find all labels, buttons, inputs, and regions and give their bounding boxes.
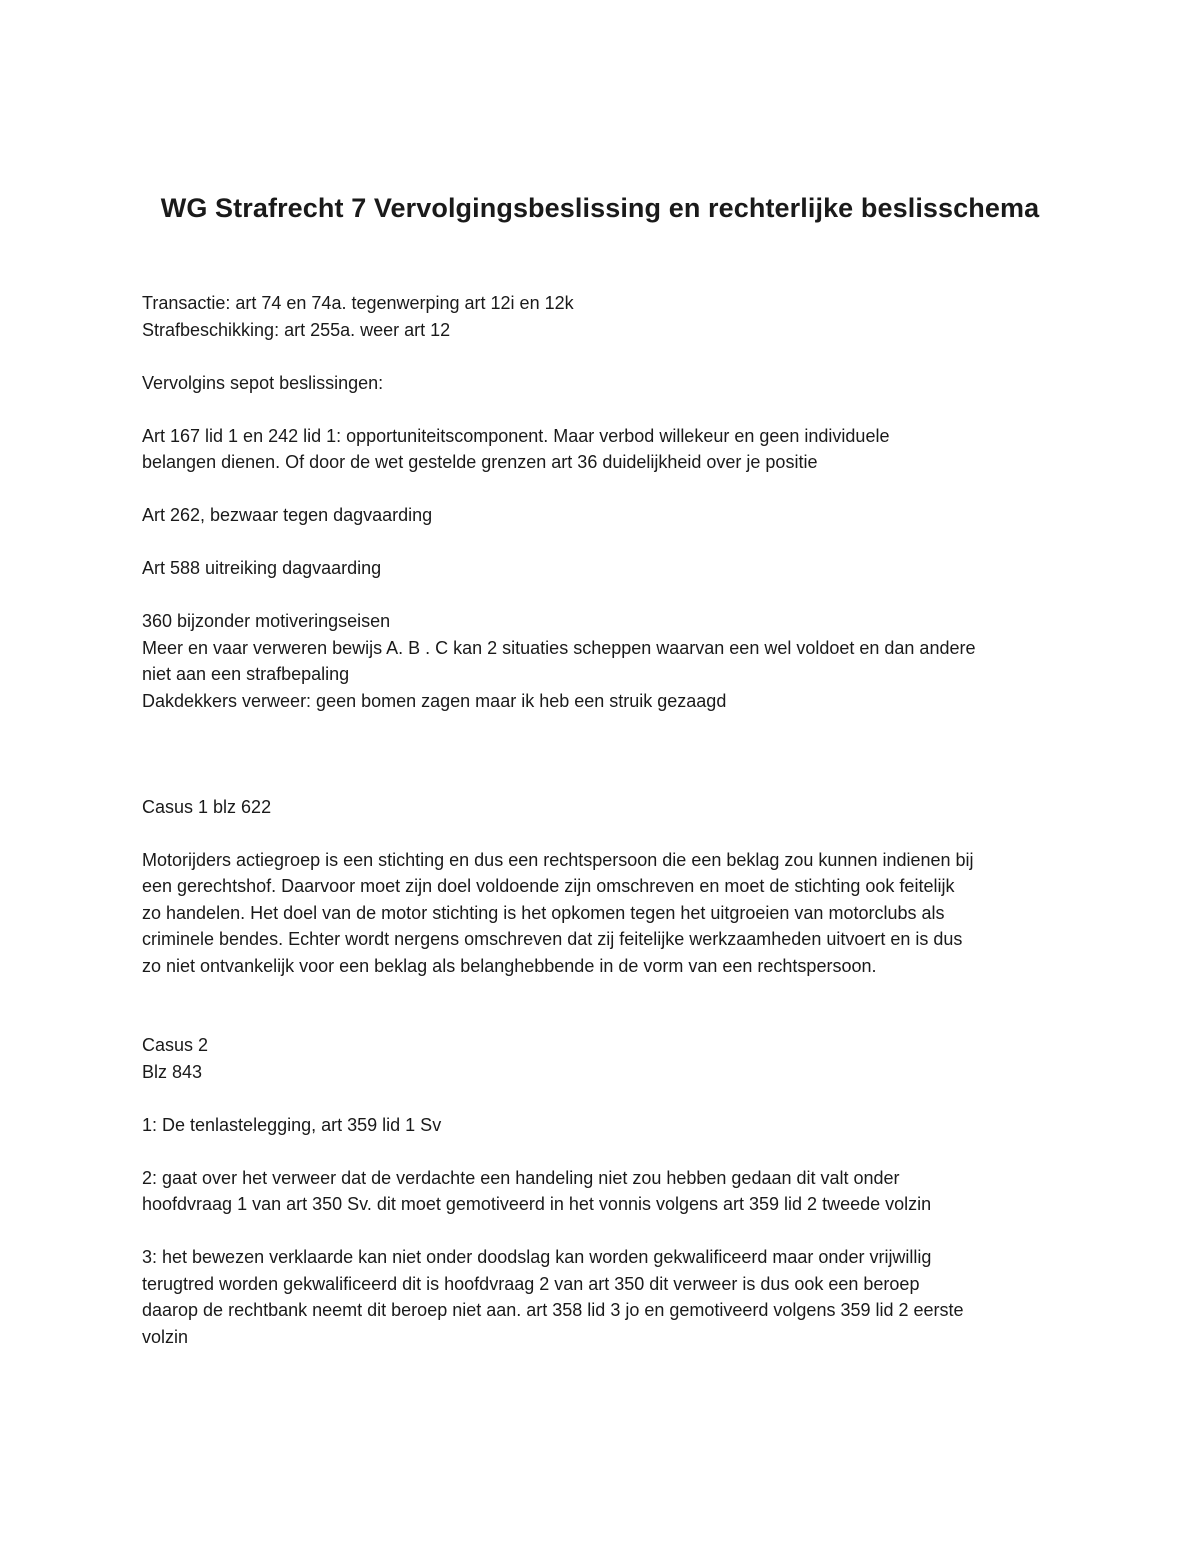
art167-line: belangen dienen. Of door de wet gestelde grenzen art 36 duidelijkheid over je positie: [142, 452, 818, 472]
art262-line: Art 262, bezwaar tegen dagvaarding: [142, 505, 433, 525]
casus2-question-3: 3: het bewezen verklaarde kan niet onder doodslag kan worden gekwalificeerd maar onder vrijwillig: [142, 1247, 932, 1267]
document-body: [142, 290, 1062, 1350]
casus2-page: Blz 843: [142, 1061, 203, 1082]
casus1-line: Motorijders actiegroep is een stichting en dus een rechtspersoon die een beklag zou kunnen indienen bij: [142, 849, 974, 870]
art588-line: Art 588 uitreiking dagvaarding: [142, 558, 382, 578]
casus2-question-3: terugtred worden gekwalificeerd dit is hoofdvraag 2 van art 350 dit verweer is dus ook een beroep: [142, 1273, 920, 1294]
art360-line: Dakdekkers verweer: geen bomen zagen maar ik heb een struik gezaagd: [142, 690, 727, 711]
casus2-question-2: 2: gaat over het verweer dat de verdachte een handeling niet zou hebben gedaan dit valt onder: [142, 1167, 900, 1188]
document-title: WG Strafrecht 7 Vervolgingsbeslissing en rechterlijke beslisschema: [160, 193, 1040, 223]
casus2-question-3: daarop de rechtbank neemt dit beroep niet aan. art 358 lid 3 jo en gemotiveerd volgens 359 lid 2 eerste: [142, 1300, 964, 1320]
art360-line: niet aan een strafbepaling: [142, 664, 350, 684]
transactie-line: Transactie: art 74 en 74a. tegenwerping art 12i en 12k: [142, 293, 574, 313]
art167-line: Art 167 lid 1 en 242 lid 1: opportuniteitscomponent. Maar verbod willekeur en geen individuele: [142, 425, 890, 446]
casus1-line: een gerechtshof. Daarvoor moet zijn doel voldoende zijn omschreven en moet de stichting ook feitelijk: [142, 876, 955, 896]
art360-heading: 360 bijzonder motiveringseisen: [142, 611, 391, 631]
casus2-heading: Casus 2: [142, 1035, 209, 1055]
casus2-question-1: 1: De tenlastelegging, art 359 lid 1 Sv: [142, 1114, 442, 1135]
casus1-line: zo handelen. Het doel van de motor stichting is het opkomen tegen het uitgroeien van motorclubs als: [142, 902, 945, 923]
casus2-question-3: volzin: [142, 1326, 189, 1347]
strafbeschikking-line: Strafbeschikking: art 255a. weer art 12: [142, 319, 451, 340]
casus2-question-2: hoofdvraag 1 van art 350 Sv. dit moet gemotiveerd in het vonnis volgens art 359 lid 2 tweede volzin: [142, 1194, 932, 1214]
casus1-heading: Casus 1 blz 622: [142, 796, 272, 817]
casus1-line: zo niet ontvankelijk voor een beklag als belanghebbende in de vorm van een rechtspersoon.: [142, 955, 877, 976]
art360-line: Meer en vaar verweren bewijs A. B . C kan 2 situaties scheppen waarvan een wel voldoet en dan andere: [142, 637, 976, 658]
casus1-line: criminele bendes. Echter wordt nergens omschreven dat zij feitelijke werkzaamheden uitvoert en is dus: [142, 929, 963, 949]
sepot-heading: Vervolgins sepot beslissingen:: [142, 372, 384, 393]
